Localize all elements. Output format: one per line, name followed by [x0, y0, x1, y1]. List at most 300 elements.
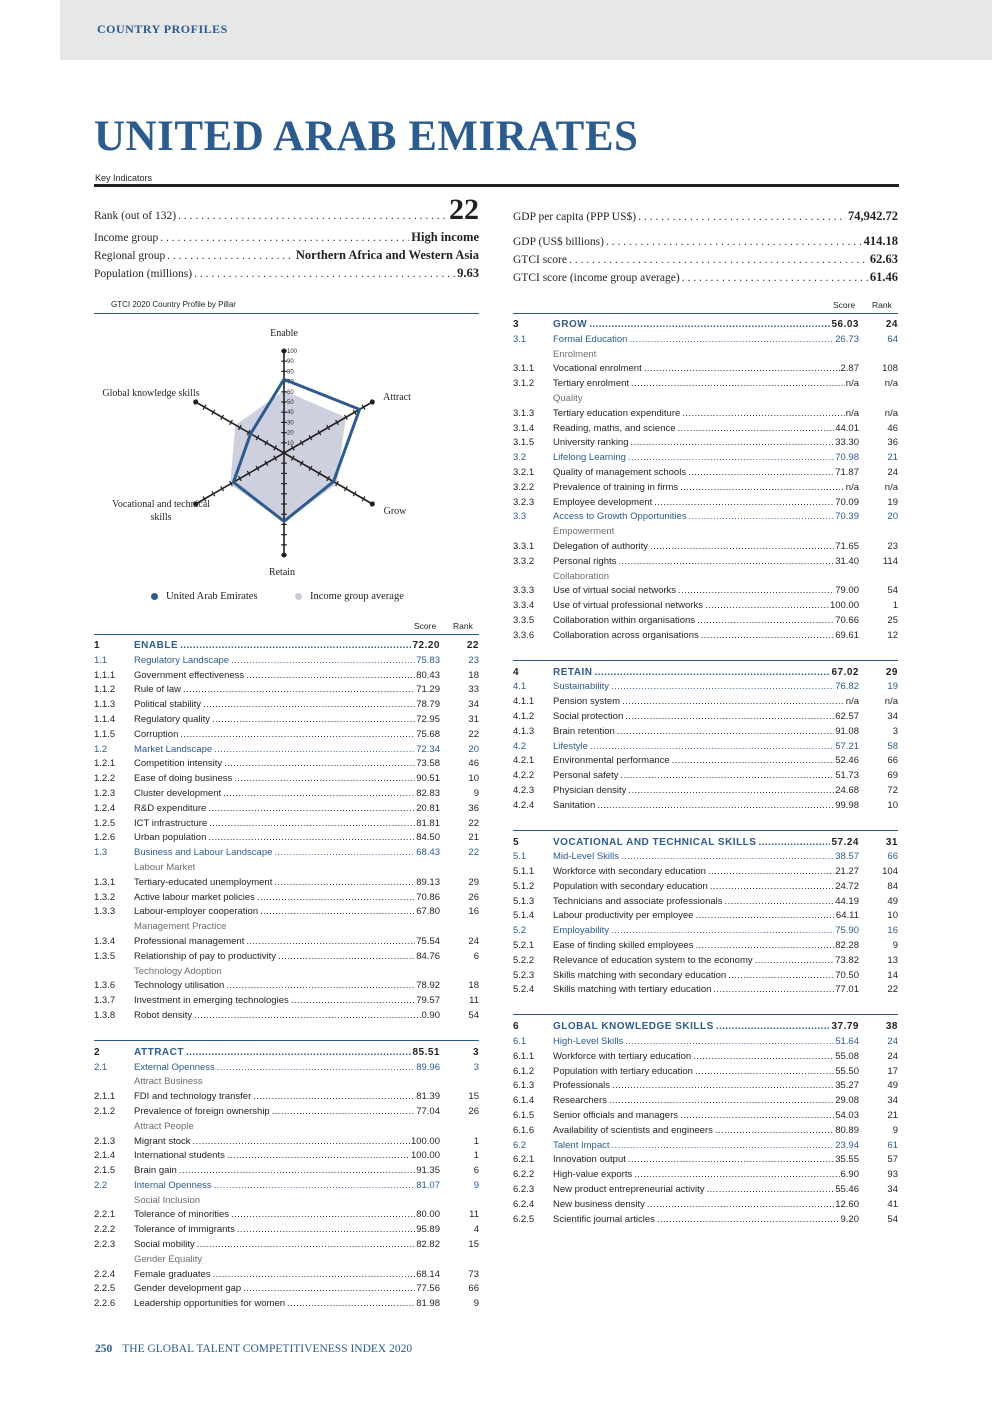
indicator-label: ICT infrastructure [134, 817, 208, 829]
publication-title: THE GLOBAL TALENT COMPETITIVENESS INDEX 2020 [122, 1343, 413, 1355]
indicator-rank: 31 [468, 713, 479, 725]
indicator-label-cell [553, 362, 859, 377]
dot-leader [611, 924, 834, 939]
indicator-rank: 22 [466, 640, 479, 651]
indicator-rank: 23 [887, 540, 898, 552]
indicator-rank: 58 [887, 740, 898, 752]
indicator-code: 2.1.1 [94, 1091, 116, 1103]
dot-leader [274, 876, 415, 891]
indicator-label: Skills matching with secondary education [553, 969, 727, 981]
indicator-score: 72.34 [416, 743, 440, 755]
indicator-score: 75.68 [416, 728, 440, 740]
indicator-label: External Openness [134, 1061, 215, 1073]
indicator-row [513, 769, 898, 784]
indicator-label-cell [553, 939, 859, 954]
indicator-label: Internal Openness [134, 1179, 212, 1191]
indicator-label-cell [134, 876, 440, 891]
key-indicator-label: Income group [94, 232, 159, 244]
indicator-label: Researchers [553, 1095, 607, 1107]
indicator-score: 80.89 [835, 1124, 859, 1136]
indicator-rank: 20 [468, 743, 479, 755]
indicator-row [94, 1268, 479, 1283]
indicator-rank: 34 [887, 1184, 898, 1196]
indicator-score: 6.90 [840, 1169, 859, 1181]
indicator-label: Skills matching with tertiary education [553, 984, 712, 996]
indicator-label: Labour productivity per employee [553, 910, 694, 922]
indicator-row [94, 802, 479, 817]
indicator-score: 77.01 [835, 984, 859, 996]
dot-leader [715, 1124, 834, 1139]
indicator-label: RETAIN [553, 666, 593, 678]
radar-tick-label: 70 [287, 379, 294, 386]
indicator-row [513, 695, 898, 710]
radar-tick-label: 100 [287, 349, 298, 355]
indicator-label: Innovation output [553, 1154, 626, 1166]
indicator-label-cell [134, 965, 440, 980]
indicator-row [513, 407, 898, 422]
indicator-score: 12.60 [835, 1198, 859, 1210]
dot-leader [625, 1035, 834, 1050]
indicator-score: 82.82 [416, 1239, 440, 1251]
indicator-label-cell [553, 407, 859, 422]
indicator-label-cell [134, 1208, 440, 1223]
indicator-score: 80.43 [416, 669, 440, 681]
indicator-label: Social Inclusion [134, 1194, 201, 1206]
right-indicator-table [513, 318, 898, 1227]
indicator-code: 1.1.4 [94, 713, 116, 725]
indicator-code: 2 [94, 1046, 101, 1058]
indicator-rank: 1 [892, 600, 898, 612]
key-indicator-value: 62.63 [869, 252, 898, 266]
indicator-score: n/a [845, 378, 859, 390]
indicator-label-cell [134, 1090, 440, 1105]
dot-leader [291, 994, 415, 1009]
indicator-rank: 21 [887, 452, 898, 464]
sub-pillar-row [513, 680, 898, 695]
indicator-rank: 4 [473, 1224, 479, 1236]
dot-leader [628, 784, 834, 799]
group-heading-row [513, 570, 898, 585]
indicator-label-cell [553, 1139, 859, 1154]
right-top-rule [513, 313, 898, 314]
indicator-score: 44.01 [835, 422, 859, 434]
indicator-label: Collaboration within organisations [553, 614, 696, 626]
indicator-label: Scientific journal articles [553, 1213, 655, 1225]
indicator-rank: 24 [885, 319, 898, 330]
indicator-rank: 49 [887, 1080, 898, 1092]
indicator-score: 55.08 [835, 1050, 859, 1062]
indicator-label: High-value exports [553, 1169, 633, 1181]
section-gap [94, 1024, 479, 1040]
indicator-label-cell [134, 802, 440, 817]
indicator-label: International students [134, 1150, 225, 1162]
indicator-code: 1.2.1 [94, 758, 116, 770]
indicator-label-cell [134, 1075, 440, 1090]
dot-leader [678, 422, 835, 437]
axis-label-retain: Retain [268, 567, 296, 578]
dot-leader [728, 969, 834, 984]
dot-leader [622, 695, 845, 710]
dot-leader [701, 629, 834, 644]
indicator-row [94, 728, 479, 743]
indicator-code: 5.1.4 [513, 910, 535, 922]
indicator-rank: 1 [473, 1135, 479, 1147]
indicator-label: Female graduates [134, 1268, 211, 1280]
indicator-label-cell [553, 769, 859, 784]
indicator-label-cell [553, 1153, 859, 1168]
page-number: 250 [95, 1343, 113, 1355]
indicator-code: 6.1.1 [513, 1050, 535, 1062]
indicator-row [513, 377, 898, 392]
dot-leader [213, 1268, 416, 1283]
indicator-score: 78.92 [416, 980, 440, 992]
dot-leader [695, 939, 834, 954]
indicator-row [94, 772, 479, 787]
indicator-code: 3.3.5 [513, 614, 535, 626]
indicator-label-cell [553, 629, 859, 644]
indicator-label-cell [134, 713, 440, 728]
indicator-rank: 36 [887, 437, 898, 449]
indicator-label-cell [134, 1268, 440, 1283]
legend-uae-swatch [151, 593, 158, 600]
dot-leader [253, 1090, 415, 1105]
radar-tick-label: 60 [287, 389, 294, 396]
sub-pillar-row [94, 1061, 479, 1076]
legend-income-label: Income group average [310, 591, 404, 602]
dot-leader [231, 654, 415, 669]
indicator-code: 3.1 [513, 333, 527, 345]
indicator-label: Social protection [553, 710, 624, 722]
indicator-label: Workforce with tertiary education [553, 1050, 692, 1062]
dot-leader [716, 1020, 831, 1035]
key-indicator-label: GDP per capita (PPP US$) [513, 211, 637, 223]
indicator-label: Professionals [553, 1080, 611, 1092]
key-indicator-label: GDP (US$ billions) [513, 236, 604, 248]
indicator-score: 21.27 [835, 866, 859, 878]
indicator-label-cell [553, 614, 859, 629]
indicator-rank: 22 [468, 817, 479, 829]
dot-leader [278, 950, 415, 965]
indicator-label: Use of virtual professional networks [553, 600, 703, 612]
indicator-rank: 72 [887, 784, 898, 796]
indicator-rank: n/a [884, 407, 898, 419]
axis-label-enable: Enable [270, 328, 298, 339]
indicator-code: 5.2.4 [513, 984, 535, 996]
indicator-row [513, 725, 898, 740]
indicator-code: 3.3.4 [513, 600, 535, 612]
indicator-label: Reading, maths, and science [553, 422, 676, 434]
indicator-label: ENABLE [134, 640, 179, 651]
indicator-rank: 14 [887, 969, 898, 981]
indicator-rank: n/a [884, 696, 898, 708]
group-heading-row [94, 861, 479, 876]
indicator-row [513, 1153, 898, 1168]
dot-leader [203, 698, 415, 713]
dot-leader [183, 683, 415, 698]
indicator-rank: 18 [468, 980, 479, 992]
indicator-code: 6.2.1 [513, 1154, 535, 1166]
indicator-label-cell [553, 1035, 859, 1050]
indicator-rank: 29 [468, 876, 479, 888]
indicator-rank: 46 [887, 422, 898, 434]
indicator-code: 4.2.1 [513, 755, 535, 767]
indicator-rank: 9 [473, 1179, 479, 1191]
dot-leader [590, 740, 834, 755]
indicator-rank: 26 [468, 1105, 479, 1117]
indicator-label-cell [553, 865, 859, 880]
indicator-label-cell [134, 1282, 440, 1297]
indicator-label: Collaboration across organisations [553, 629, 699, 641]
indicator-score: 44.19 [835, 895, 859, 907]
indicator-code: 1.3.7 [94, 995, 116, 1007]
indicator-label-cell [134, 1120, 440, 1135]
indicator-code: 1.2 [94, 743, 108, 755]
indicator-label: Corruption [134, 728, 179, 740]
dot-leader [214, 1179, 416, 1194]
indicator-code: 6.2.5 [513, 1213, 535, 1225]
indicator-label: Employee development [553, 496, 653, 508]
indicator-label: Competition intensity [134, 758, 223, 770]
indicator-label: Attract Business [134, 1076, 203, 1088]
indicator-label: Cluster development [134, 787, 222, 799]
indicator-rank: 16 [468, 906, 479, 918]
radar-axis-end [193, 400, 198, 405]
indicator-label: VOCATIONAL AND TECHNICAL SKILLS [553, 836, 757, 848]
dot-leader [618, 555, 834, 570]
indicator-code: 4.2.4 [513, 799, 535, 811]
indicator-label-cell [134, 817, 440, 832]
indicator-score: 73.58 [416, 758, 440, 770]
indicator-label-cell [134, 950, 440, 965]
indicator-score: 95.89 [416, 1224, 440, 1236]
indicator-label: Tolerance of immigrants [134, 1224, 235, 1236]
indicator-row [513, 754, 898, 769]
indicator-label: Lifelong Learning [553, 452, 626, 464]
indicator-label-cell [134, 698, 440, 713]
dot-leader [695, 909, 834, 924]
dot-leader [612, 1139, 835, 1154]
indicator-code: 4.1.2 [513, 710, 535, 722]
indicator-row [94, 1135, 479, 1150]
indicator-row [513, 362, 898, 377]
indicator-score: 81.07 [416, 1179, 440, 1191]
indicator-row [94, 1164, 479, 1179]
indicator-label-cell [134, 891, 440, 906]
indicator-row [513, 865, 898, 880]
indicator-row [94, 1238, 479, 1253]
indicator-label-cell [553, 570, 859, 585]
indicator-label-cell [553, 348, 859, 363]
dot-leader [260, 905, 415, 920]
indicator-code: 6.1.4 [513, 1095, 535, 1107]
radar-axis-end [282, 553, 287, 558]
dot-leader [167, 250, 294, 262]
dot-leader [689, 510, 835, 525]
indicator-score: 81.81 [416, 817, 440, 829]
indicator-label: Access to Growth Opportunities [553, 511, 687, 523]
indicator-rank: 20 [887, 511, 898, 523]
indicator-score: 55.50 [835, 1065, 859, 1077]
dot-leader [708, 865, 834, 880]
indicator-label: Workforce with secondary education [553, 866, 706, 878]
indicator-rank: 6 [473, 1165, 479, 1177]
indicator-label-cell [134, 1046, 440, 1061]
indicator-row [94, 1223, 479, 1238]
sub-pillar-row [94, 743, 479, 758]
indicator-code: 1 [94, 640, 101, 651]
dot-leader [231, 1208, 415, 1223]
indicator-score: n/a [845, 696, 859, 708]
indicator-row [94, 817, 479, 832]
indicator-label-cell [553, 584, 859, 599]
indicator-score: 67.02 [831, 666, 859, 678]
section-gap [513, 644, 898, 660]
dot-leader [589, 318, 830, 333]
indicator-row [513, 710, 898, 725]
axis-label-vocational: Vocational and technical skills [111, 499, 211, 523]
dot-leader [688, 466, 834, 481]
indicator-score: 71.87 [835, 466, 859, 478]
indicator-score: 20.81 [416, 802, 440, 814]
indicator-rank: 24 [468, 935, 479, 947]
indicator-row [94, 950, 479, 965]
dot-leader [193, 1135, 410, 1150]
indicator-rank: 21 [468, 832, 479, 844]
rank-header-left: Rank [453, 621, 473, 631]
indicator-label-cell [553, 909, 859, 924]
indicator-score: 29.08 [835, 1095, 859, 1107]
indicator-rank: 33 [468, 684, 479, 696]
indicator-label: Management Practice [134, 921, 227, 933]
indicator-score: 100.00 [410, 1135, 440, 1147]
indicator-label-cell [134, 935, 440, 950]
indicator-label: Delegation of authority [553, 540, 649, 552]
section-rule [513, 1014, 898, 1015]
dot-leader [631, 436, 835, 451]
indicator-row [94, 891, 479, 906]
indicator-label: Environmental performance [553, 755, 670, 767]
indicator-label-cell [553, 754, 859, 769]
sub-pillar-row [513, 924, 898, 939]
title-rule [94, 184, 899, 187]
indicator-label-cell [553, 481, 859, 496]
indicator-label-cell [553, 1124, 859, 1139]
group-heading-row [513, 348, 898, 363]
key-indicator-label: GTCI score (income group average) [513, 272, 680, 284]
dot-leader [234, 772, 415, 787]
indicator-label-cell [553, 695, 859, 710]
dot-leader [705, 599, 829, 614]
indicator-label-cell [134, 846, 440, 861]
dot-leader [224, 757, 415, 772]
dot-leader [237, 1223, 415, 1238]
indicator-label: Tolerance of minorities [134, 1209, 230, 1221]
indicator-row [513, 1079, 898, 1094]
key-indicator-row [513, 270, 898, 285]
indicator-label-cell [134, 905, 440, 920]
axis-label-global-knowledge: Global knowledge skills [102, 388, 200, 399]
dot-leader [620, 769, 834, 784]
indicator-rank: 114 [882, 555, 898, 567]
indicator-code: 1.3.4 [94, 935, 116, 947]
indicator-label: Pension system [553, 696, 621, 708]
dot-leader [208, 802, 415, 817]
indicator-rank: 9 [473, 787, 479, 799]
indicator-label: ATTRACT [134, 1046, 184, 1058]
indicator-rank: 11 [469, 1209, 479, 1221]
indicator-score: 71.29 [416, 684, 440, 696]
indicator-score: 26.73 [835, 333, 859, 345]
indicator-label: Government effectiveness [134, 669, 245, 681]
chart-top-rule [94, 313, 479, 314]
indicator-rank: 34 [887, 710, 898, 722]
indicator-code: 3.3.1 [513, 540, 535, 552]
indicator-label: Formal Education [553, 333, 628, 345]
indicator-label: New business density [553, 1198, 645, 1210]
indicator-code: 2.1.2 [94, 1105, 116, 1117]
group-heading-row [94, 1194, 479, 1209]
indicator-score: 52.46 [835, 755, 859, 767]
dot-leader [226, 979, 415, 994]
indicator-label-cell [134, 1135, 440, 1150]
indicator-row [94, 1009, 479, 1024]
dot-leader [214, 743, 415, 758]
indicator-row [94, 905, 479, 920]
indicator-row [94, 935, 479, 950]
indicator-label: Ease of doing business [134, 773, 233, 785]
dot-leader [223, 787, 415, 802]
indicator-score: 68.43 [416, 847, 440, 859]
indicator-rank: 3 [472, 1046, 479, 1058]
indicator-label-cell [553, 555, 859, 570]
radar-axis-end [282, 349, 287, 354]
indicator-score: 82.83 [416, 787, 440, 799]
indicator-label-cell [553, 1094, 859, 1109]
indicator-score: 84.50 [416, 832, 440, 844]
key-indicator-row [94, 266, 479, 281]
indicator-code: 1.2.6 [94, 832, 116, 844]
indicator-code: 1.2.5 [94, 817, 116, 829]
indicator-score: 62.57 [835, 710, 859, 722]
indicator-code: 2.2.1 [94, 1209, 116, 1221]
dot-leader [680, 481, 845, 496]
indicator-score: 72.95 [416, 713, 440, 725]
indicator-label: GROW [553, 319, 588, 330]
indicator-row [94, 1149, 479, 1164]
indicator-row [513, 939, 898, 954]
indicator-rank: 84 [887, 880, 898, 892]
key-indicator-row [94, 248, 479, 263]
indicator-row [94, 683, 479, 698]
dot-leader [594, 666, 830, 681]
section-gap [513, 814, 898, 830]
indicator-score: 89.13 [416, 876, 440, 888]
indicator-row [513, 983, 898, 998]
indicator-score: 71.65 [835, 540, 859, 552]
indicator-row [94, 713, 479, 728]
indicator-code: 1.3.3 [94, 906, 116, 918]
indicator-label: Population with tertiary education [553, 1065, 693, 1077]
indicator-code: 3.3 [513, 511, 527, 523]
indicator-label: Robot density [134, 1009, 193, 1021]
sub-pillar-row [513, 1035, 898, 1050]
dot-leader [707, 1183, 835, 1198]
section-label: COUNTRY PROFILES [97, 22, 228, 36]
group-heading-row [513, 392, 898, 407]
indicator-rank: 9 [892, 1124, 898, 1136]
indicator-label-cell [134, 920, 440, 935]
indicator-row [94, 831, 479, 846]
